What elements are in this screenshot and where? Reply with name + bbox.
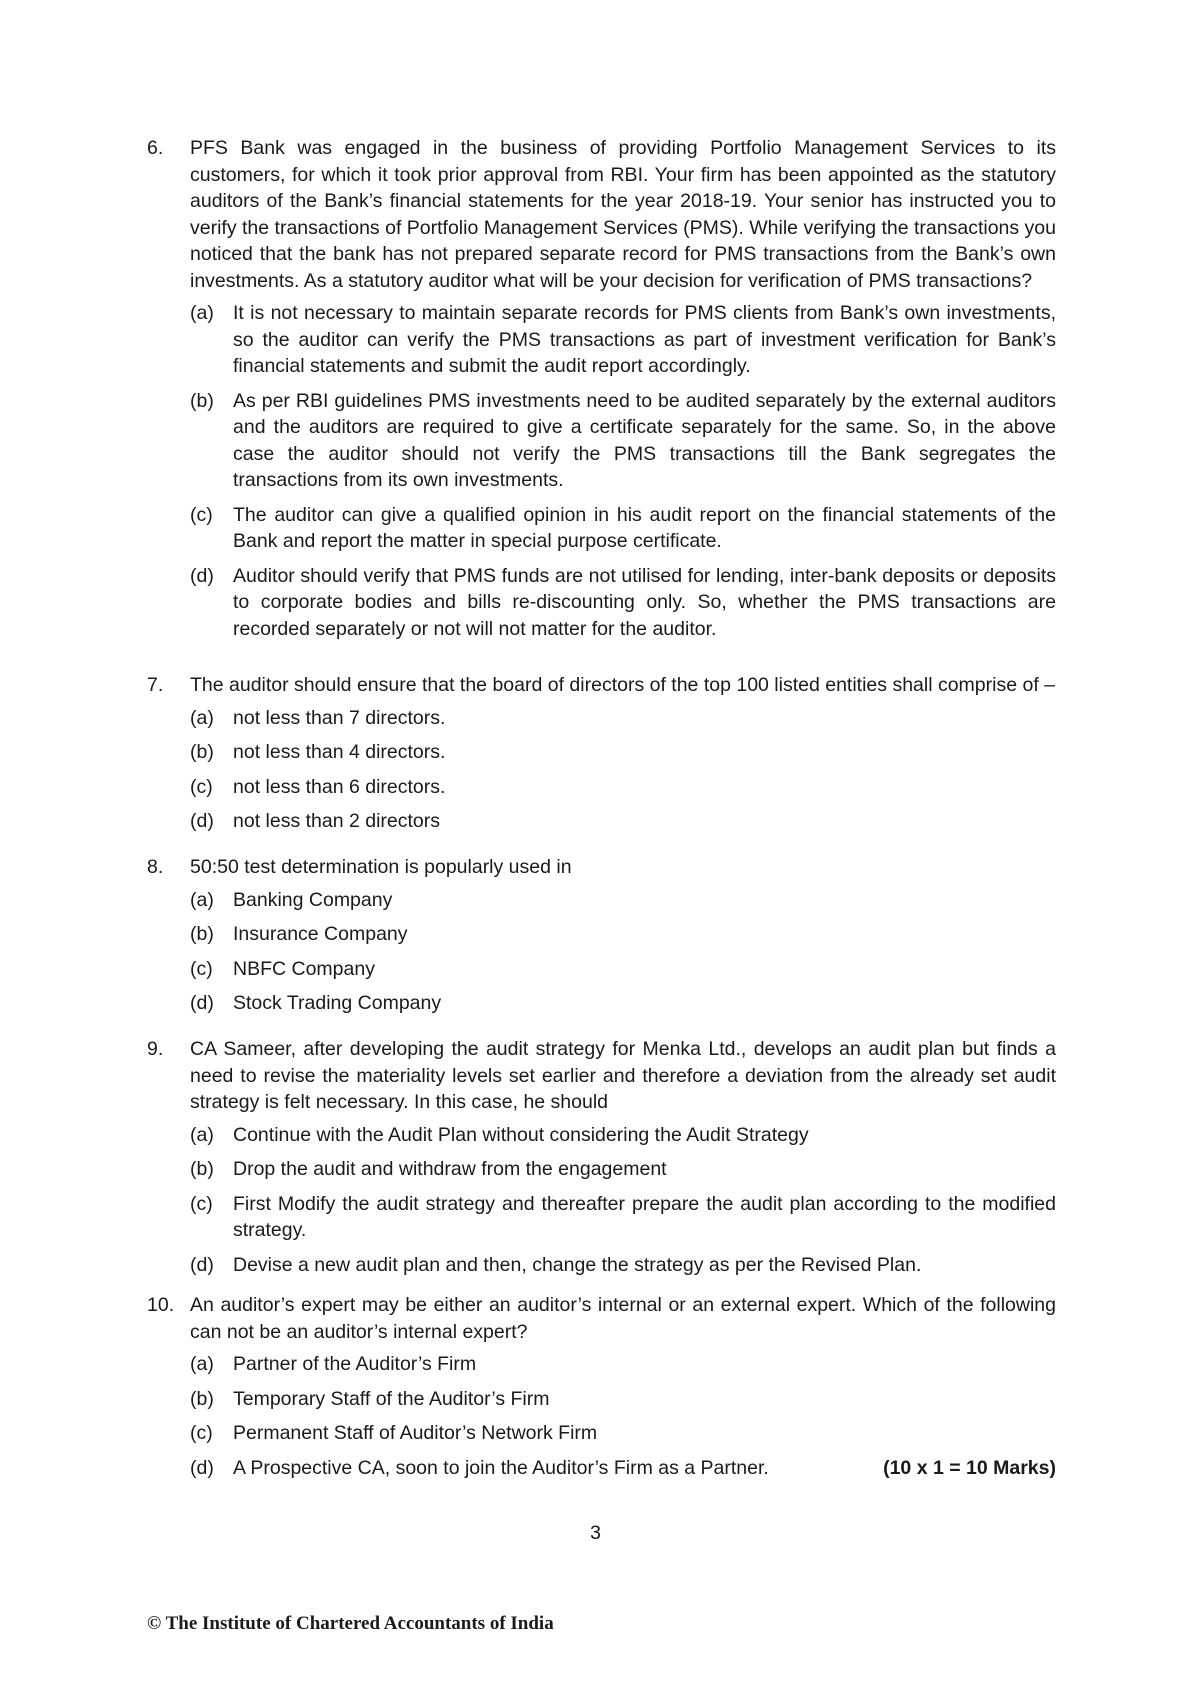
option-text: Stock Trading Company	[233, 992, 442, 1014]
option-label: (b)	[190, 1387, 214, 1410]
option-b	[190, 388, 1056, 494]
question-number: 9.	[147, 1038, 164, 1060]
question-9	[147, 1036, 1056, 1286]
option-text: not less than 4 directors.	[233, 741, 446, 763]
option-label: (d)	[190, 564, 214, 587]
options-list	[190, 1122, 1056, 1279]
option-label: (d)	[190, 1253, 214, 1276]
option-label: (c)	[190, 775, 213, 798]
question-number: 7.	[147, 674, 164, 696]
option-a	[190, 1351, 1056, 1378]
page-number: 3	[590, 1522, 601, 1544]
option-a	[190, 1122, 1056, 1149]
question-text: 50:50 test determination is popularly used in	[190, 856, 572, 878]
options-list	[190, 705, 1056, 835]
option-text: Drop the audit and withdraw from the engagement	[233, 1158, 667, 1180]
option-label: (d)	[190, 992, 214, 1014]
question-8	[147, 854, 1056, 1025]
option-c	[190, 1420, 1056, 1447]
options-list	[190, 1351, 1056, 1481]
option-d	[190, 563, 1056, 643]
option-text: Continue with the Audit Plan without considering the Audit Strategy	[233, 1123, 809, 1146]
question-text: An auditor’s expert may be either an auditor’s internal or an external expert. Which of the following can not be an auditor’s internal expert?	[190, 1294, 1056, 1343]
option-b	[190, 921, 1056, 948]
question-number: 8.	[147, 856, 164, 878]
option-label: (c)	[190, 1192, 213, 1215]
footer-copyright: © The Institute of Chartered Accountants of India	[147, 1613, 554, 1634]
option-d	[190, 1455, 1056, 1482]
option-text: Banking Company	[233, 888, 393, 911]
option-text: First Modify the audit strategy and thereafter prepare the audit plan according to the modified strategy.	[233, 1192, 1056, 1241]
option-label: (a)	[190, 888, 214, 911]
question-text: PFS Bank was engaged in the business of providing Portfolio Management Services to its customers, for which it took prior approval from RBI. Your firm has been appointed as the statutory auditors of the Bank’s financial statements for the year 2018-19. Your senior has instructed you to verify the transactions of Portfolio Management Services (PMS). While verifying the transactions you noticed that the bank has not prepared separate record for PMS transactions from the Bank’s own investments. As a statutory auditor what will be your decision for verification of PMS transactions?	[190, 137, 1056, 292]
option-c	[190, 1191, 1056, 1244]
option-label: (b)	[190, 389, 214, 412]
marks-summary: (10 x 1 = 10 Marks)	[883, 1456, 1056, 1479]
option-label: (c)	[190, 503, 213, 526]
option-c	[190, 956, 1056, 983]
question-10	[147, 1292, 1056, 1489]
option-text: Devise a new audit plan and then, change the strategy as per the Revised Plan.	[233, 1253, 922, 1276]
option-d	[190, 990, 1056, 1017]
option-text: A Prospective CA, soon to join the Auditor’s Firm as a Partner.	[233, 1456, 769, 1479]
option-c	[190, 774, 1056, 801]
option-a	[190, 887, 1056, 914]
question-number: 10.	[147, 1294, 175, 1316]
option-text: not less than 2 directors	[233, 810, 441, 832]
option-label: (a)	[190, 1353, 214, 1375]
option-text: Insurance Company	[233, 923, 408, 945]
option-text: As per RBI guidelines PMS investments need to be audited separately by the external auditors and the auditors are required to give a certificate separately for the same. So, in the above case the auditor should not verify the PMS transactions till the Bank segregates the transactions from its own investments.	[233, 389, 1056, 491]
option-label: (d)	[190, 810, 214, 832]
option-label: (a)	[190, 706, 214, 729]
option-c	[190, 502, 1056, 555]
options-list	[190, 887, 1056, 1017]
option-a	[190, 705, 1056, 732]
option-d	[190, 808, 1056, 835]
question-text: CA Sameer, after developing the audit strategy for Menka Ltd., develops an audit plan but finds a need to revise the materiality levels set earlier and therefore a deviation from the already set audit strategy is felt necessary. In this case, he should	[190, 1038, 1056, 1113]
option-text: not less than 6 directors.	[233, 775, 446, 798]
option-b	[190, 1156, 1056, 1183]
option-label: (d)	[190, 1456, 214, 1479]
question-number: 6.	[147, 137, 164, 159]
question-6	[147, 135, 1056, 650]
question-7	[147, 672, 1056, 843]
option-b	[190, 1386, 1056, 1413]
option-label: (a)	[190, 1123, 214, 1146]
option-text: Temporary Staff of the Auditor’s Firm	[233, 1387, 550, 1410]
option-b	[190, 739, 1056, 766]
option-text: Auditor should verify that PMS funds are not utilised for lending, inter-bank deposits or deposits to corporate bodies and bills re-discounting only. So, whether the PMS transactions are recorded separately or not will not matter for the auditor.	[233, 564, 1056, 640]
option-text: NBFC Company	[233, 957, 375, 980]
question-text: The auditor should ensure that the board of directors of the top 100 listed entities shall comprise of –	[190, 674, 1056, 696]
option-text: Partner of the Auditor’s Firm	[233, 1353, 477, 1375]
option-label: (c)	[190, 1422, 213, 1444]
option-text: The auditor can give a qualified opinion in his audit report on the financial statements of the Bank and report the matter in special purpose certificate.	[233, 503, 1056, 552]
option-text: Permanent Staff of Auditor’s Network Firm	[233, 1422, 598, 1444]
option-text: not less than 7 directors.	[233, 706, 446, 729]
option-label: (b)	[190, 1158, 214, 1180]
option-text: It is not necessary to maintain separate records for PMS clients from Bank’s own investments, so the auditor can verify the PMS transactions as part of investment verification for Bank’s financial statements and submit the audit report accordingly.	[233, 302, 1056, 377]
option-a	[190, 300, 1056, 380]
option-d	[190, 1252, 1056, 1279]
option-label: (a)	[190, 302, 214, 324]
options-list	[190, 300, 1056, 642]
option-label: (b)	[190, 923, 214, 945]
option-label: (c)	[190, 957, 213, 980]
option-label: (b)	[190, 741, 214, 763]
